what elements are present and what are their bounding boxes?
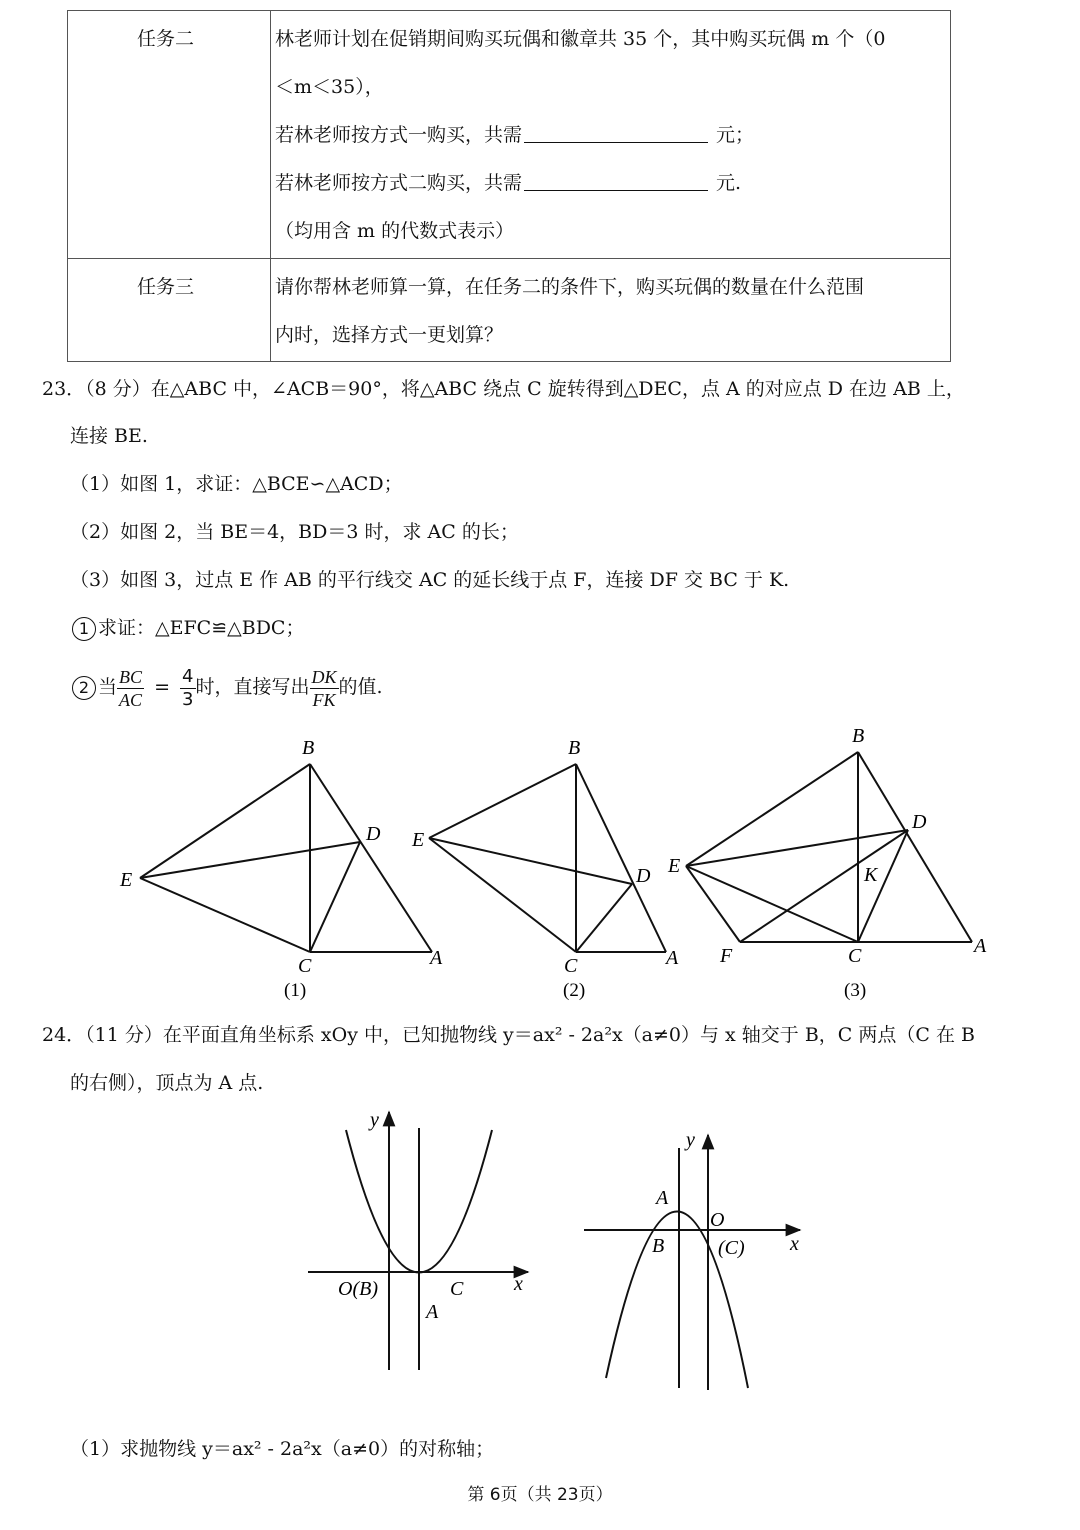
right-graph-label-a: A xyxy=(656,1187,669,1209)
task3-line-1: 请你帮林老师算一算，在任务二的条件下，购买玩偶的数量在什么范围 xyxy=(275,276,865,298)
task2-method2-text: 若林老师按方式二购买，共需 xyxy=(275,172,523,194)
fig2-label-a: A xyxy=(666,947,679,969)
fig2-label-c: C xyxy=(564,955,578,977)
answer-blank-1[interactable] xyxy=(524,124,708,143)
task2-method1-unit: 元； xyxy=(716,124,755,146)
q23-part-3b-pre: 当 xyxy=(98,676,118,698)
right-graph-label-c: (C) xyxy=(718,1237,745,1259)
fig3-label-b: B xyxy=(852,725,865,747)
table-cell-task3-label xyxy=(67,258,271,362)
left-graph-label-c: C xyxy=(450,1278,464,1300)
equals-sign: = xyxy=(154,676,170,698)
task2-line-4 xyxy=(275,171,741,195)
q24-stem-line-1: 24．（11 分）在平面直角坐标系 xOy 中，已知抛物线 y＝ax² - 2a²x（a≠0）与 x 轴交于 B，C 两点（C 在 B xyxy=(42,1024,975,1046)
task2-line-2: ＜m＜35）， xyxy=(275,76,384,98)
right-graph-label-y: y xyxy=(686,1129,695,1151)
fig3-caption: (3) xyxy=(844,980,867,1001)
fig1-label-b: B xyxy=(302,737,315,759)
fig2-caption: (2) xyxy=(563,980,586,1001)
fig1-label-e: E xyxy=(120,869,133,891)
right-graph-label-x: x xyxy=(790,1233,799,1255)
fig3-label-d: D xyxy=(912,811,927,833)
q23-part-3a xyxy=(72,616,304,641)
figure-2-lines xyxy=(429,764,666,952)
figure-3-lines xyxy=(686,752,972,942)
left-graph-label-x: x xyxy=(514,1273,523,1295)
fig2-label-b: B xyxy=(568,737,581,759)
task2-method1-text: 若林老师按方式一购买，共需 xyxy=(275,124,523,146)
left-graph xyxy=(308,1112,528,1370)
left-graph-label-origin: O(B) xyxy=(338,1278,378,1300)
fig3-label-k: K xyxy=(864,864,878,886)
fig1-label-c: C xyxy=(298,955,312,977)
fig3-label-a: A xyxy=(974,935,987,957)
q24-stem-line-2: 的右侧），顶点为 A 点. xyxy=(70,1072,264,1094)
figure-1-lines xyxy=(140,764,432,952)
q23-part-1: （1）如图 1，求证：△BCE∽△ACD； xyxy=(70,473,403,495)
q23-part-3: （3）如图 3，过点 E 作 AB 的平行线交 AC 的延长线于点 F，连接 DF 交 BC 于 K. xyxy=(70,569,790,591)
task2-title: 任务二 xyxy=(137,28,195,50)
q23-part-3b xyxy=(72,662,383,712)
q23-part-3b-mid: 时，直接写出 xyxy=(195,676,310,698)
right-graph xyxy=(584,1135,800,1390)
q23-stem-line-2: 连接 BE. xyxy=(70,425,148,447)
page-footer: 第 6页（共 23页） xyxy=(467,1485,613,1505)
circled-two: 2 xyxy=(72,676,96,700)
q23-part-3a-text: 求证：△EFC≌△BDC； xyxy=(98,617,305,639)
fig1-label-d: D xyxy=(366,823,381,845)
q23-part-2: （2）如图 2，当 BE＝4，BD＝3 时，求 AC 的长； xyxy=(70,521,519,543)
q23-stem-line-1: 23．（8 分）在△ABC 中，∠ACB＝90°，将△ABC 绕点 C 旋转得到△DEC，点 A 的对应点 D 在边 AB 上， xyxy=(42,378,965,400)
task2-method2-unit: 元. xyxy=(716,172,742,194)
fig1-label-a: A xyxy=(430,947,443,969)
q23-figures xyxy=(0,720,1080,1010)
circled-one: 1 xyxy=(72,617,96,641)
left-graph-label-a: A xyxy=(426,1301,439,1323)
right-graph-label-o: O xyxy=(710,1209,725,1231)
fig1-caption: (1) xyxy=(284,980,307,1001)
fraction-4-3: $\frac{4}{3}$ xyxy=(182,665,194,710)
fig3-label-c: C xyxy=(848,945,862,967)
fraction-dk-fk: $\frac{DK}{FK}$ xyxy=(311,666,337,710)
task3-title: 任务三 xyxy=(137,276,195,298)
fig3-label-e: E xyxy=(668,855,681,877)
q23-part-3b-post: 的值. xyxy=(338,676,383,698)
answer-blank-2[interactable] xyxy=(524,172,708,191)
left-graph-label-y: y xyxy=(370,1109,379,1131)
task3-line-2: 内时，选择方式一更划算？ xyxy=(275,324,504,346)
task2-line-3 xyxy=(275,123,754,147)
task2-line-5: （均用含 m 的代数式表示） xyxy=(275,220,515,242)
q24-part-1: （1）求抛物线 y＝ax² - 2a²x（a≠0）的对称轴； xyxy=(70,1438,495,1460)
fig3-label-f: F xyxy=(720,945,733,967)
q24-figures xyxy=(0,1100,1080,1400)
right-graph-label-b: B xyxy=(652,1235,665,1257)
fraction-bc-ac: $\frac{BC}{AC}$ xyxy=(119,666,143,710)
task2-line-1: 林老师计划在促销期间购买玩偶和徽章共 35 个，其中购买玩偶 m 个（0 xyxy=(275,28,886,50)
fig2-label-d: D xyxy=(636,865,651,887)
fig2-label-e: E xyxy=(412,829,425,851)
